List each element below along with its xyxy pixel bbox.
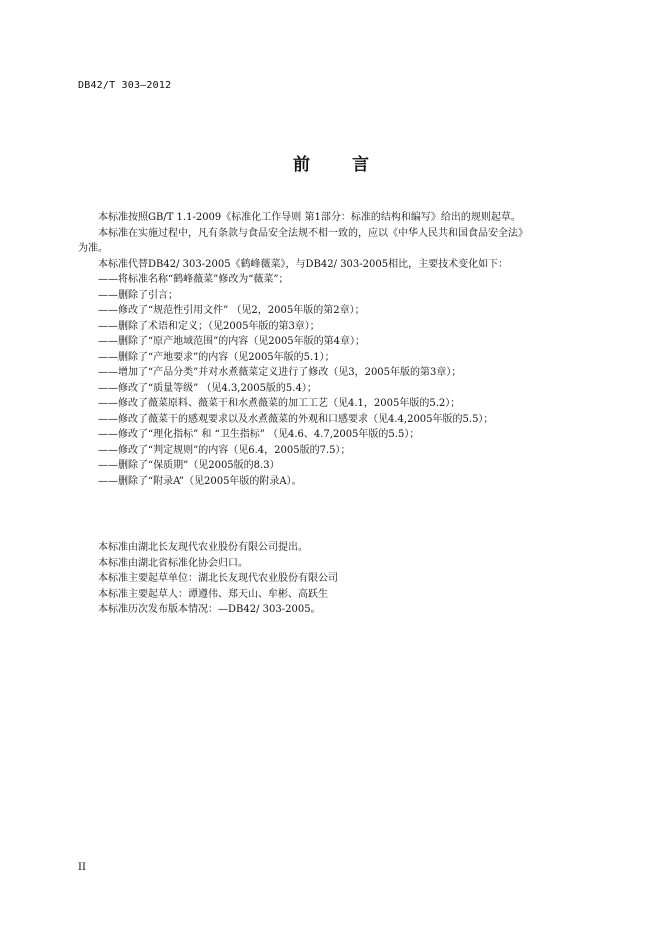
foreword-closing	[78, 540, 598, 618]
change-item: ——修改了薇菜原料、薇菜干和水煮薇菜的加工工艺（见4.1，2005年版的5.2）；	[98, 398, 461, 409]
change-item: ——修改了“判定规则”的内容（见6.4，2005版的7.5）；	[98, 444, 351, 456]
page-number: II	[78, 862, 86, 873]
foreword-body	[78, 210, 598, 489]
change-item: ——删除了“附录A”（见2005年版的附录A）。	[98, 475, 302, 487]
change-item: ——修改了“规范性引用文件” （见2，2005年版的第2章）；	[98, 305, 365, 316]
drafting-organization: 本标准主要起草单位：湖北长友现代农业股份有限公司	[98, 573, 338, 584]
change-item: ——增加了“产品分类”并对水煮薇菜定义进行了修改（见3，2005年版的第3章）；	[98, 367, 462, 378]
change-item: ——删除了“产地要求”的内容（见2005年版的5.1）；	[98, 351, 335, 363]
change-item: ——将标准名称“鹤峰薇菜”修改为“薇菜”；	[98, 274, 289, 285]
paragraph-food-safety-cont: 为准。	[78, 243, 108, 254]
change-item: ——删除了“保质期”（见2005版的8.3）	[98, 460, 280, 471]
paragraph-replaces: 本标准代替DB42/ 303-2005《鹤峰薇菜》，与DB42/ 303-2005相比，主要技术变化如下：	[98, 258, 509, 270]
change-item: ——修改了薇菜干的感观要求以及水煮薇菜的外观和口感要求（见4.4,2005年版的5.5）；	[98, 413, 494, 425]
paragraph-drafting-rules: 本标准按照GB/T 1.1-2009《标准化工作导则 第1部分：标准的结构和编写》给出的规则起草。	[98, 212, 521, 223]
administered-by: 本标准由湖北省标准化协会归口。	[98, 557, 248, 569]
drafters: 本标准主要起草人：谭遵伟、郑天山、牟彬、高跃生	[98, 588, 328, 600]
previous-editions: 本标准历次发布版本情况：—DB42/ 303-2005。	[98, 604, 321, 615]
proposed-by: 本标准由湖北长友现代农业股份有限公司提出。	[98, 542, 308, 553]
change-item: ——删除了“原产地域范围”的内容（见2005年版的第4章）；	[98, 336, 366, 347]
change-item: ——修改了“理化指标” 和 “卫生指标” （见4.6、4.7,2005年版的5.5）；	[98, 429, 420, 440]
paragraph-food-safety: 本标准在实施过程中，凡有条款与食品安全法规不相一致的，应以《中华人民共和国食品安全法》	[98, 227, 528, 239]
change-item: ——删除了术语和定义；（见2005年版的第3章）；	[98, 320, 320, 332]
page-title: 前 言	[293, 155, 387, 175]
change-item: ——删除了引言；	[98, 289, 178, 301]
document-id: DB42/T 303—2012	[78, 80, 172, 91]
change-item: ——修改了“质量等级” （见4.3,2005版的5.4）；	[98, 382, 317, 394]
